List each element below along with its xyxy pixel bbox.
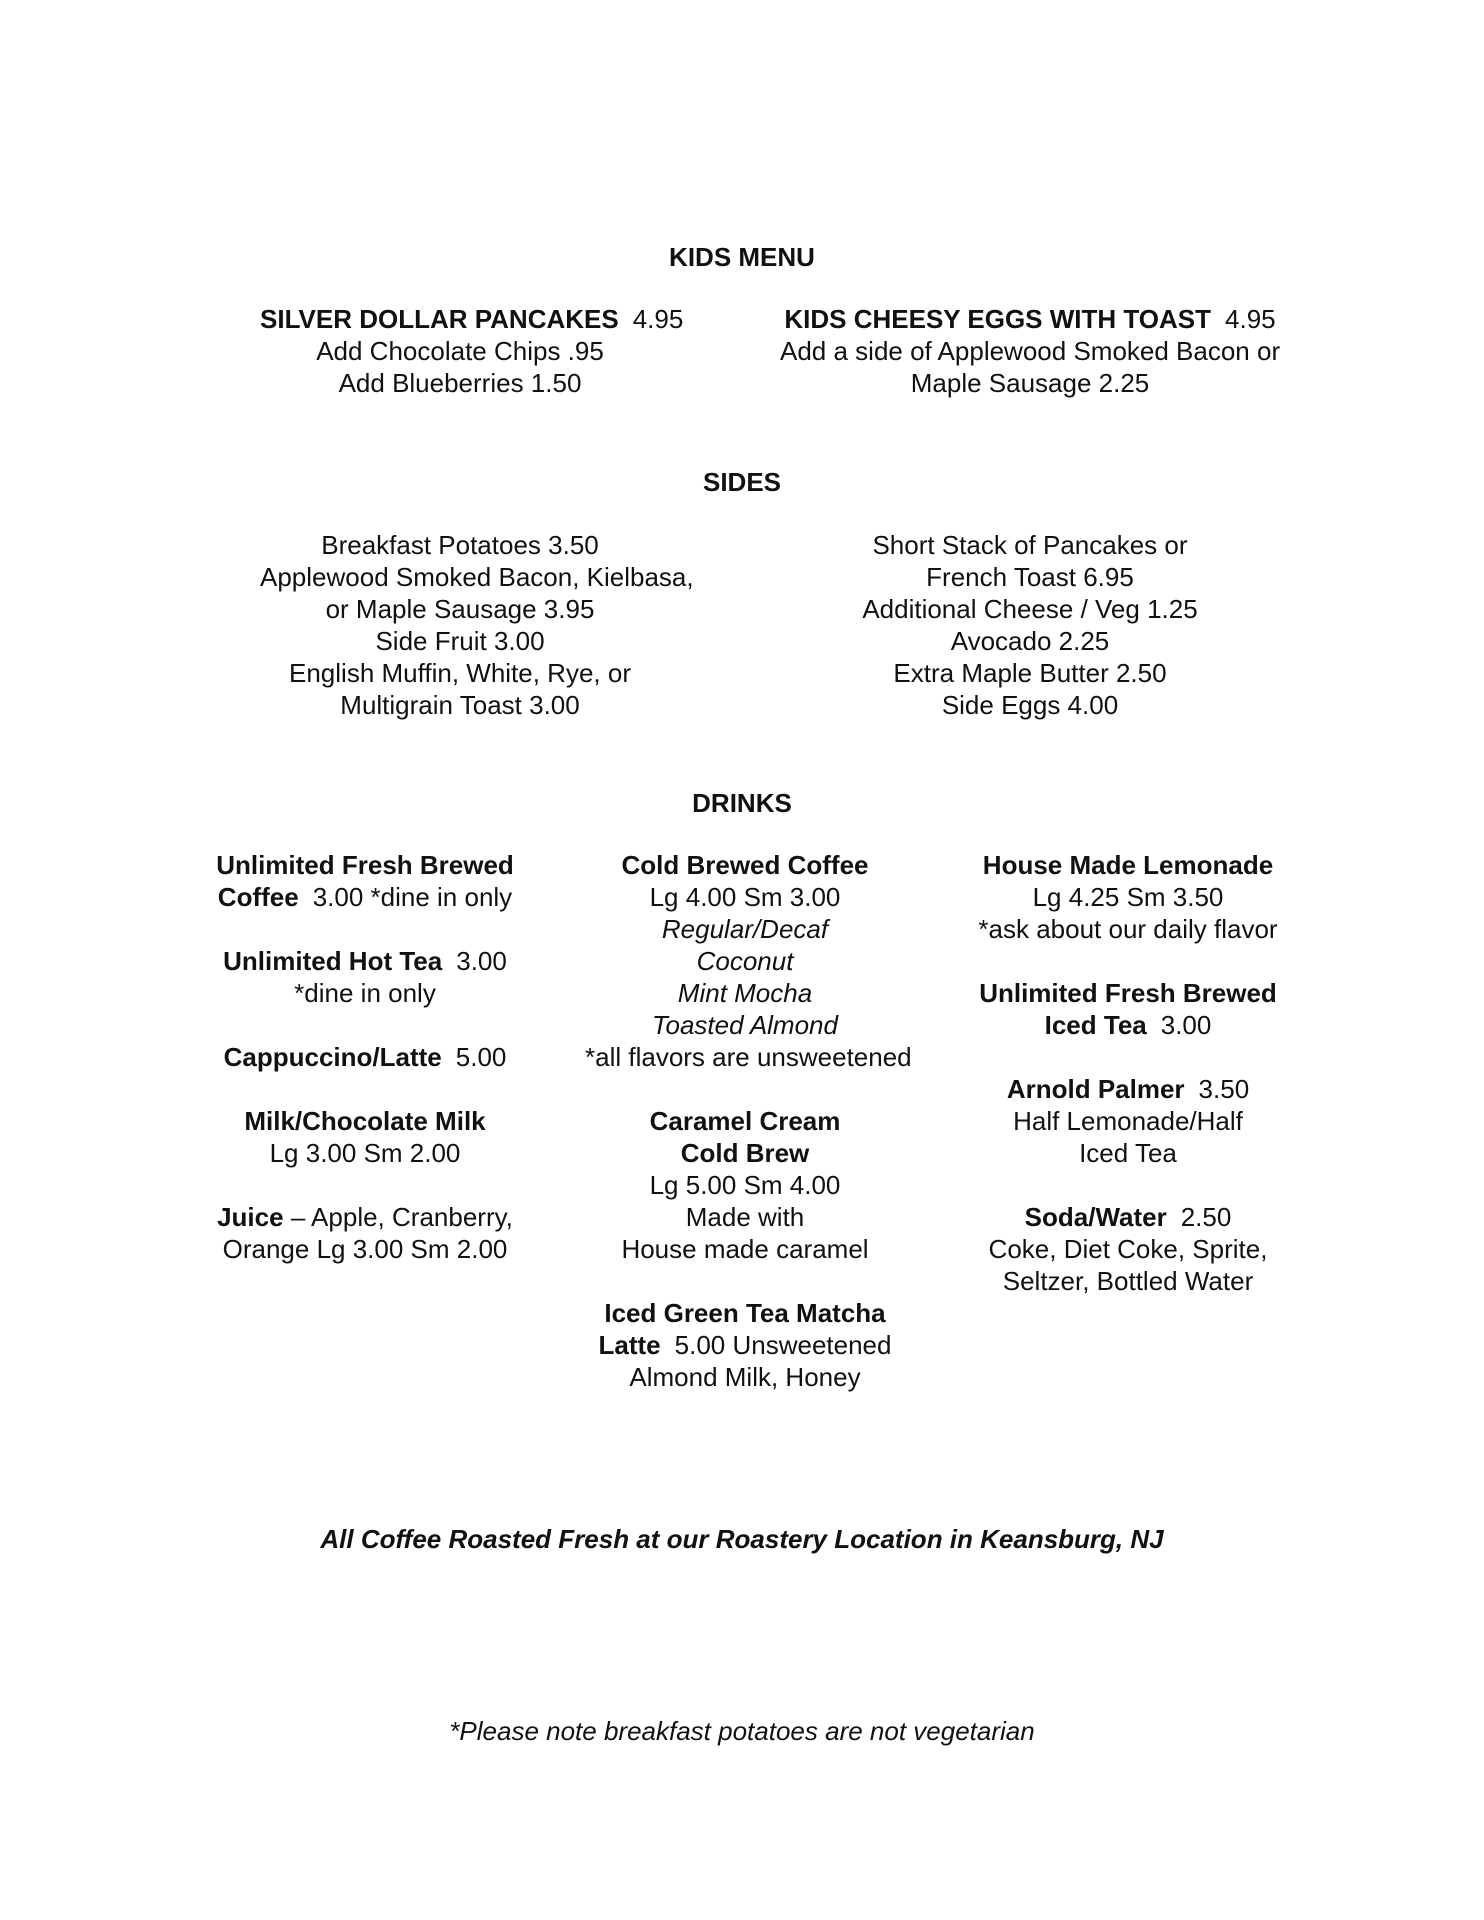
drink-matcha-detail: Almond Milk, Honey [629,1362,861,1392]
sides-left-list [260,529,694,721]
drink-caramel-detail: House made caramel [621,1234,869,1264]
side-item: Extra Maple Butter 2.50 [893,658,1167,688]
pancakes-price: 4.95 [632,304,684,334]
eggs-addon: Maple Sausage 2.25 [910,368,1150,398]
side-item: Side Eggs 4.00 [941,690,1119,720]
drink-soda-detail: Coke, Diet Coke, Sprite, [988,1234,1268,1264]
pancakes-addon: Add Blueberries 1.50 [338,368,582,398]
eggs-title-line [780,303,1280,335]
drink-lemonade-note: *ask about our daily flavor [978,914,1278,944]
vegetarian-note: *Please note breakfast potatoes are not vegetarian [449,1716,1035,1746]
drink-juice-line [215,1201,515,1233]
kids-menu-heading: KIDS MENU [669,242,815,272]
flavor-text: Coconut [696,946,794,976]
drink-milk-line [215,1105,515,1137]
drink-caramel-line [585,1105,905,1137]
spacer [968,1169,1288,1201]
drink-milk-price: Lg 3.00 Sm 2.00 [269,1138,461,1168]
spacer [215,1169,515,1201]
drink-lemonade-name: House Made Lemonade [982,850,1274,880]
drink-coldbrew-note: *all flavors are unsweetened [585,1042,912,1072]
drink-juice-name: Juice [217,1202,284,1232]
drink-matcha-line [585,1329,905,1361]
drink-matcha-name: Iced Green Tea Matcha [604,1298,886,1328]
drinks-column-1 [215,849,515,1265]
drink-caramel-detail: Made with [685,1202,805,1232]
side-item: Breakfast Potatoes 3.50 [321,530,599,560]
drink-lemonade-line [968,849,1288,881]
drink-icedtea-line [968,977,1288,1009]
drink-matcha-price: 5.00 Unsweetened [674,1330,892,1360]
drink-caramel-name: Caramel Cream [649,1106,841,1136]
drink-coffee-bold: Coffee [217,882,299,912]
spacer [585,1073,905,1105]
pancakes-title-line [260,303,684,335]
kids-item-cheesy-eggs [780,303,1280,399]
drink-matcha-name: Latte [598,1330,661,1360]
drink-milk-name: Milk/Chocolate Milk [244,1106,486,1136]
side-item: Side Fruit 3.00 [375,626,545,656]
kids-item-pancakes [260,303,684,399]
flavor-text: Regular/Decaf [661,914,829,944]
drink-capp-line [215,1041,515,1073]
drink-coldbrew-price: Lg 4.00 Sm 3.00 [649,882,841,912]
drink-matcha-line [585,1297,905,1329]
drink-icedtea-name: Iced Tea [1044,1010,1147,1040]
eggs-price: 4.95 [1225,304,1276,334]
drink-arnold-line [968,1073,1288,1105]
side-item: Multigrain Toast 3.00 [340,690,580,720]
drink-soda-line [968,1201,1288,1233]
drink-arnold-detail: Half Lemonade/Half [1013,1106,1243,1136]
sides-right-list [830,529,1230,721]
drink-caramel-name: Cold Brew [680,1138,810,1168]
drink-coffee-name-1 [215,849,515,881]
drink-coldbrew-flavor [585,977,905,1009]
drink-soda-name: Soda/Water [1024,1202,1167,1232]
side-item: Short Stack of Pancakes or [872,530,1188,560]
drink-arnold-name: Arnold Palmer [1006,1074,1185,1104]
side-item: Avocado 2.25 [950,626,1110,656]
flavor-text: Toasted Almond [652,1010,838,1040]
pancakes-title: SILVER DOLLAR PANCAKES [260,304,619,334]
side-item: French Toast 6.95 [926,562,1134,592]
flavor-text: Mint Mocha [677,978,813,1008]
sides-heading: SIDES [702,467,782,497]
spacer [215,1073,515,1105]
drinks-column-3 [968,849,1288,1297]
drink-coldbrew-name: Cold Brewed Coffee [621,850,869,880]
drink-coldbrew-flavor [585,913,905,945]
drink-hottea-price: 3.00 [456,946,507,976]
drinks-column-2 [585,849,912,1393]
drink-soda-price: 2.50 [1180,1202,1232,1232]
spacer [215,913,515,945]
spacer [968,945,1288,977]
drink-hottea-name: Unlimited Hot Tea [223,946,443,976]
roastery-tagline: All Coffee Roasted Fresh at our Roastery Location in Keansburg, NJ [320,1524,1164,1554]
side-item: Additional Cheese / Veg 1.25 [862,594,1198,624]
drink-coldbrew-flavor [585,945,905,977]
drink-lemonade-price: Lg 4.25 Sm 3.50 [1032,882,1224,912]
side-item: Applewood Smoked Bacon, Kielbasa, [260,562,694,592]
drink-capp-price: 5.00 [455,1042,507,1072]
drink-coffee-price: 3.00 *dine in only [312,882,513,912]
drink-soda-detail: Seltzer, Bottled Water [1002,1266,1254,1296]
drink-juice-flavors: – Apple, Cranberry, [290,1202,513,1232]
drink-coffee-bold: Unlimited Fresh Brewed [216,850,514,880]
spacer [585,1265,905,1297]
drink-juice-price: Orange Lg 3.00 Sm 2.00 [222,1234,508,1264]
drink-hottea-note: *dine in only [294,978,436,1008]
drink-coldbrew-flavor [585,1009,905,1041]
drinks-heading: DRINKS [692,788,792,818]
drink-capp-name: Cappuccino/Latte [223,1042,442,1072]
spacer [968,1041,1288,1073]
side-item: or Maple Sausage 3.95 [325,594,595,624]
drink-arnold-detail: Iced Tea [1079,1138,1177,1168]
drink-hottea-line [215,945,515,977]
drink-caramel-detail: Lg 5.00 Sm 4.00 [649,1170,841,1200]
drink-coldbrew-line [585,849,905,881]
drink-caramel-line [585,1137,905,1169]
side-item: English Muffin, White, Rye, or [289,658,631,688]
drink-icedtea-price: 3.00 [1160,1010,1212,1040]
drink-icedtea-name: Unlimited Fresh Brewed [979,978,1277,1008]
eggs-title: KIDS CHEESY EGGS WITH TOAST [784,304,1212,334]
pancakes-addon: Add Chocolate Chips .95 [316,336,604,366]
drink-icedtea-line [968,1009,1288,1041]
drink-coffee-name-2 [215,881,515,913]
drink-arnold-price: 3.50 [1198,1074,1250,1104]
spacer [215,1009,515,1041]
eggs-addon: Add a side of Applewood Smoked Bacon or [780,336,1281,366]
